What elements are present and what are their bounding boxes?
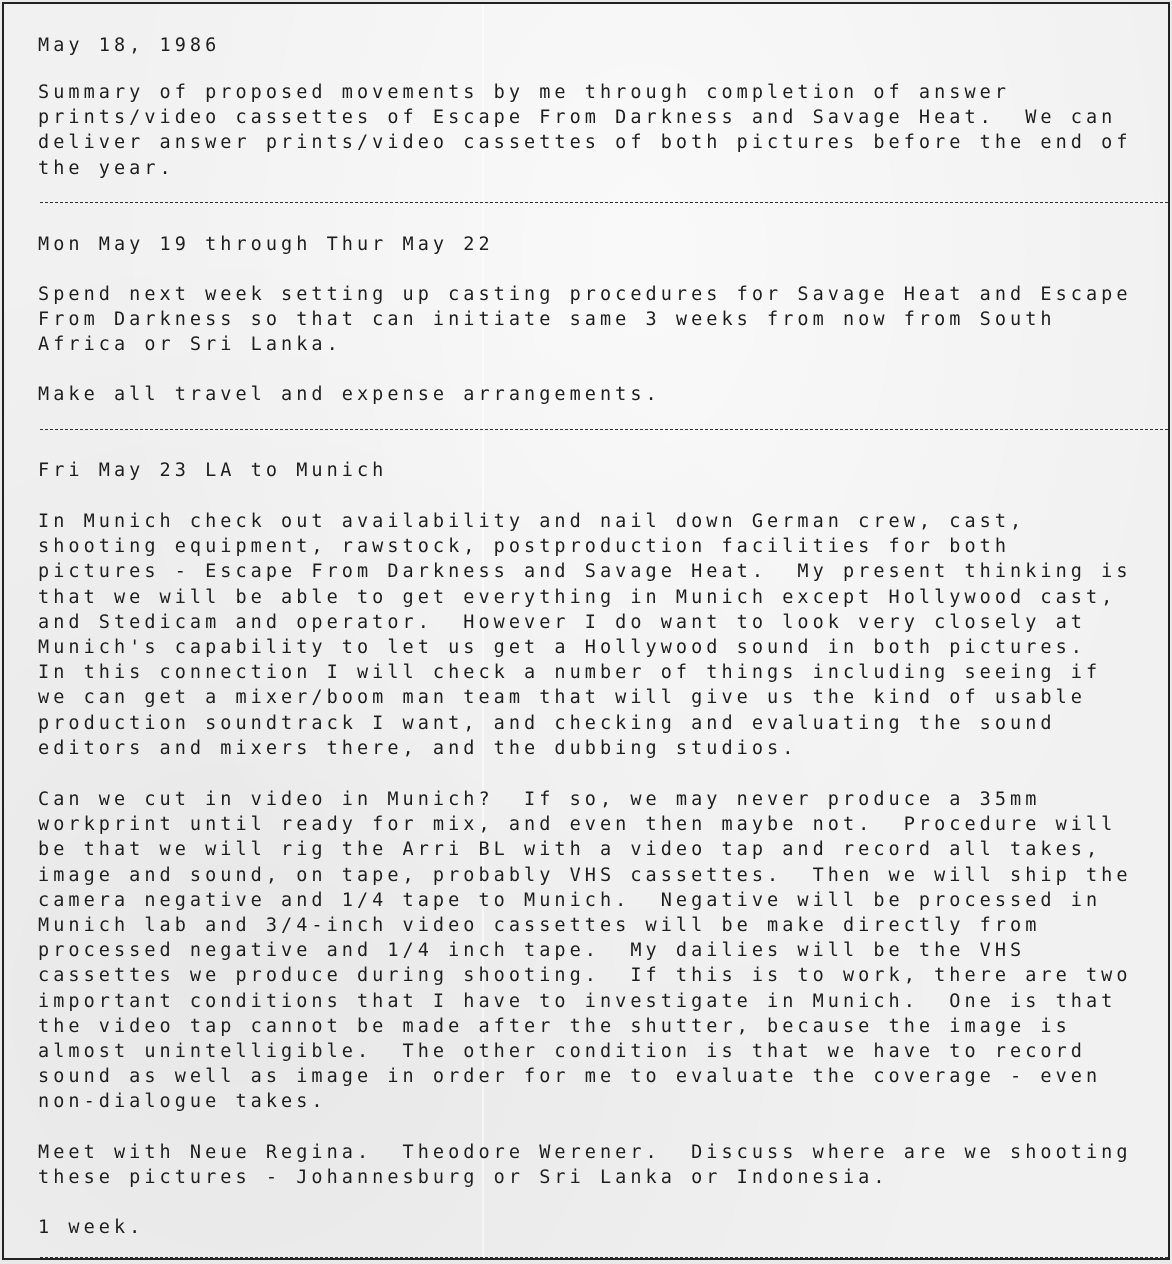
divider-3 xyxy=(40,1257,1168,1258)
divider-2 xyxy=(40,429,1168,430)
section1-heading: Mon May 19 through Thur May 22 xyxy=(38,234,494,255)
divider-1 xyxy=(40,202,1168,203)
section2-meeting-paragraph: Meet with Neue Regina. Theodore Werener. Discuss where are we shooting these pictures - Johannesburg or Sri Lanka or Indonesia. xyxy=(38,1142,1132,1189)
section1-travel-paragraph: Make all travel and expense arrangements. xyxy=(38,384,661,405)
document-page xyxy=(2,2,1170,1260)
section2-duration: 1 week. xyxy=(38,1217,145,1238)
section1-casting-paragraph: Spend next week setting up casting procedures for Savage Heat and Escape From Darkness so that can initiate same 3 weeks from now from South Africa or Sri Lanka. xyxy=(38,284,1132,356)
section2-heading: Fri May 23 LA to Munich xyxy=(38,460,388,481)
section2-video-paragraph: Can we cut in video in Munich? If so, we may never produce a 35mm workprint until ready for mix, and even then maybe not. Procedure will be that we will rig the Arri BL with a video tap and record all takes, image and sound, on tape, probably VHS cassettes. Then we will ship the camera negative and 1/4 tape to Munich. Negative will be processed in Munich lab and 3/4-inch video cassettes will be make directly from processed negative and 1/4 inch tape. My dailies will be the VHS cassettes we produce during shooting. If this is to work, there are two important conditions that I have to investigate in Munich. One is that the video tap cannot be made after the shutter, because the image is almost unintelligible. The other condition is that we have to record sound as well as image in order for me to evaluate the coverage - even non-dialogue takes. xyxy=(38,789,1132,1113)
memo-date: May 18, 1986 xyxy=(38,35,221,56)
section2-munich-paragraph: In Munich check out availability and nail down German crew, cast, shooting equipment, rawstock, postproduction facilities for both pictures - Escape From Darkness and Savage Heat. My present thinking is that we will be able to get everything in Munich except Hollywood cast, and Stedicam and operator. However I do want to look very closely at Munich's capability to let us get a Hollywood sound in both pictures. In this connection I will check a number of things including seeing if we can get a mixer/boom man team that will give us the kind of usable production soundtrack I want, and checking and evaluating the sound editors and mixers there, and the dubbing studios. xyxy=(38,511,1132,759)
summary-paragraph: Summary of proposed movements by me through completion of answer prints/video cassettes of Escape From Darkness and Savage Heat. We can deliver answer prints/video cassettes of both pictures before the end of the year. xyxy=(38,82,1132,179)
